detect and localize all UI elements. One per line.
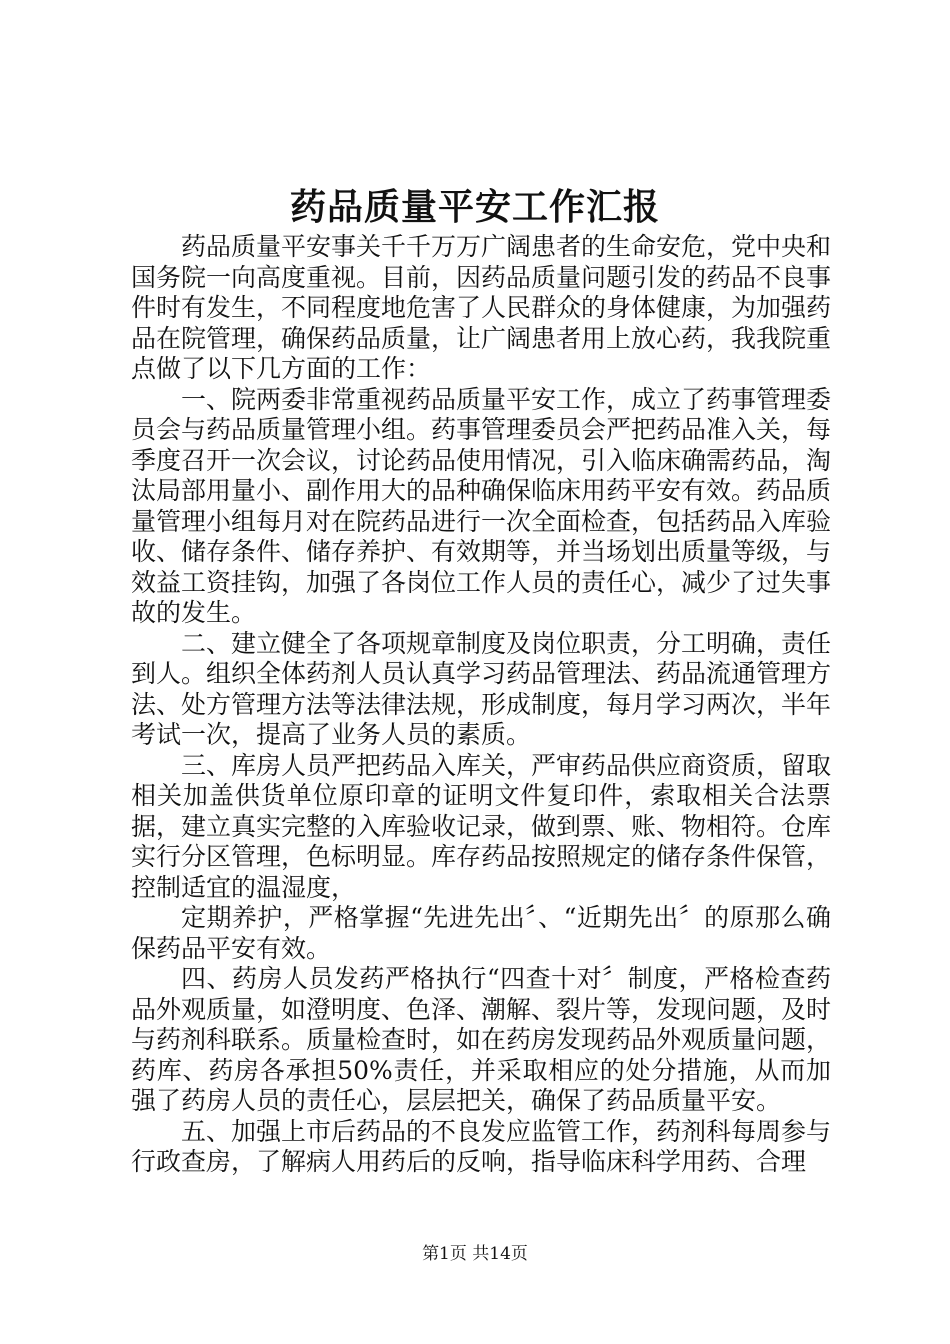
page-number-footer: 第1页 共14页 — [422, 1244, 528, 1264]
paragraph-section-5: 五、加强上市后药品的不良发应监管工作，药剂科每周参与行政查房，了解病人用药后的反响，指导临床科学用药、合理 — [131, 1116, 832, 1176]
paragraph-section-3: 三、库房人员严把药品入库关，严审药品供应商资质，留取相关加盖供货单位原印章的证明文件复印件，索取相关合法票据，建立真实完整的入库验收记录，做到票、账、物相符。仓库实行分区管理，色标明显。库存药品按照规定的储存条件保管，控制适宜的温湿度， — [131, 750, 832, 902]
document-body — [131, 232, 831, 1178]
paragraph-intro: 药品质量平安事关千千万万广阔患者的生命安危，党中央和国务院一向高度重视。目前，因药品质量问题引发的药品不良事件时有发生，不同程度地危害了人民群众的身体健康，为加强药品在院管理，确保药品质量，让广阔患者用上放心药，我我院重点做了以下几方面的工作： — [131, 232, 832, 383]
paragraph-section-2: 二、建立健全了各项规章制度及岗位职责，分工明确，责任到人。组织全体药剂人员认真学习药品管理法、药品流通管理方法、处方管理方法等法律法规，形成制度，每月学习两次，半年考试一次，提高了业务人员的素质。 — [131, 628, 832, 749]
paragraph-section-4: 四、药房人员发药严格执行“四查十对〞制度，严格检查药品外观质量，如澄明度、色泽、潮解、裂片等，发现问题，及时与药剂科联系。质量检查时，如在药房发现药品外观质量问题，药库、药房各承担50%责任，并采取相应的处分措施，从而加强了药房人员的责任心，层层把关，确保了药品质量平安。 — [131, 964, 832, 1115]
document-title: 药品质量平安工作汇报 — [289, 186, 660, 228]
paragraph-section-3-cont: 定期养护，严格掌握“先进先出〞、“近期先出〞的原那么确保药品平安有效。 — [131, 903, 831, 963]
paragraph-section-1: 一、院两委非常重视药品质量平安工作，成立了药事管理委员会与药品质量管理小组。药事管理委员会严把药品准入关，每季度召开一次会议，讨论药品使用情况，引入临床确需药品，淘汰局部用量小、副作用大的品种确保临床用药平安有效。药品质量管理小组每月对在院药品进行一次全面检查，包括药品入库验收、储存条件、储存养护、有效期等，并当场划出质量等级，与效益工资挂钩，加强了各岗位工作人员的责任心，减少了过失事故的发生。 — [131, 384, 832, 627]
